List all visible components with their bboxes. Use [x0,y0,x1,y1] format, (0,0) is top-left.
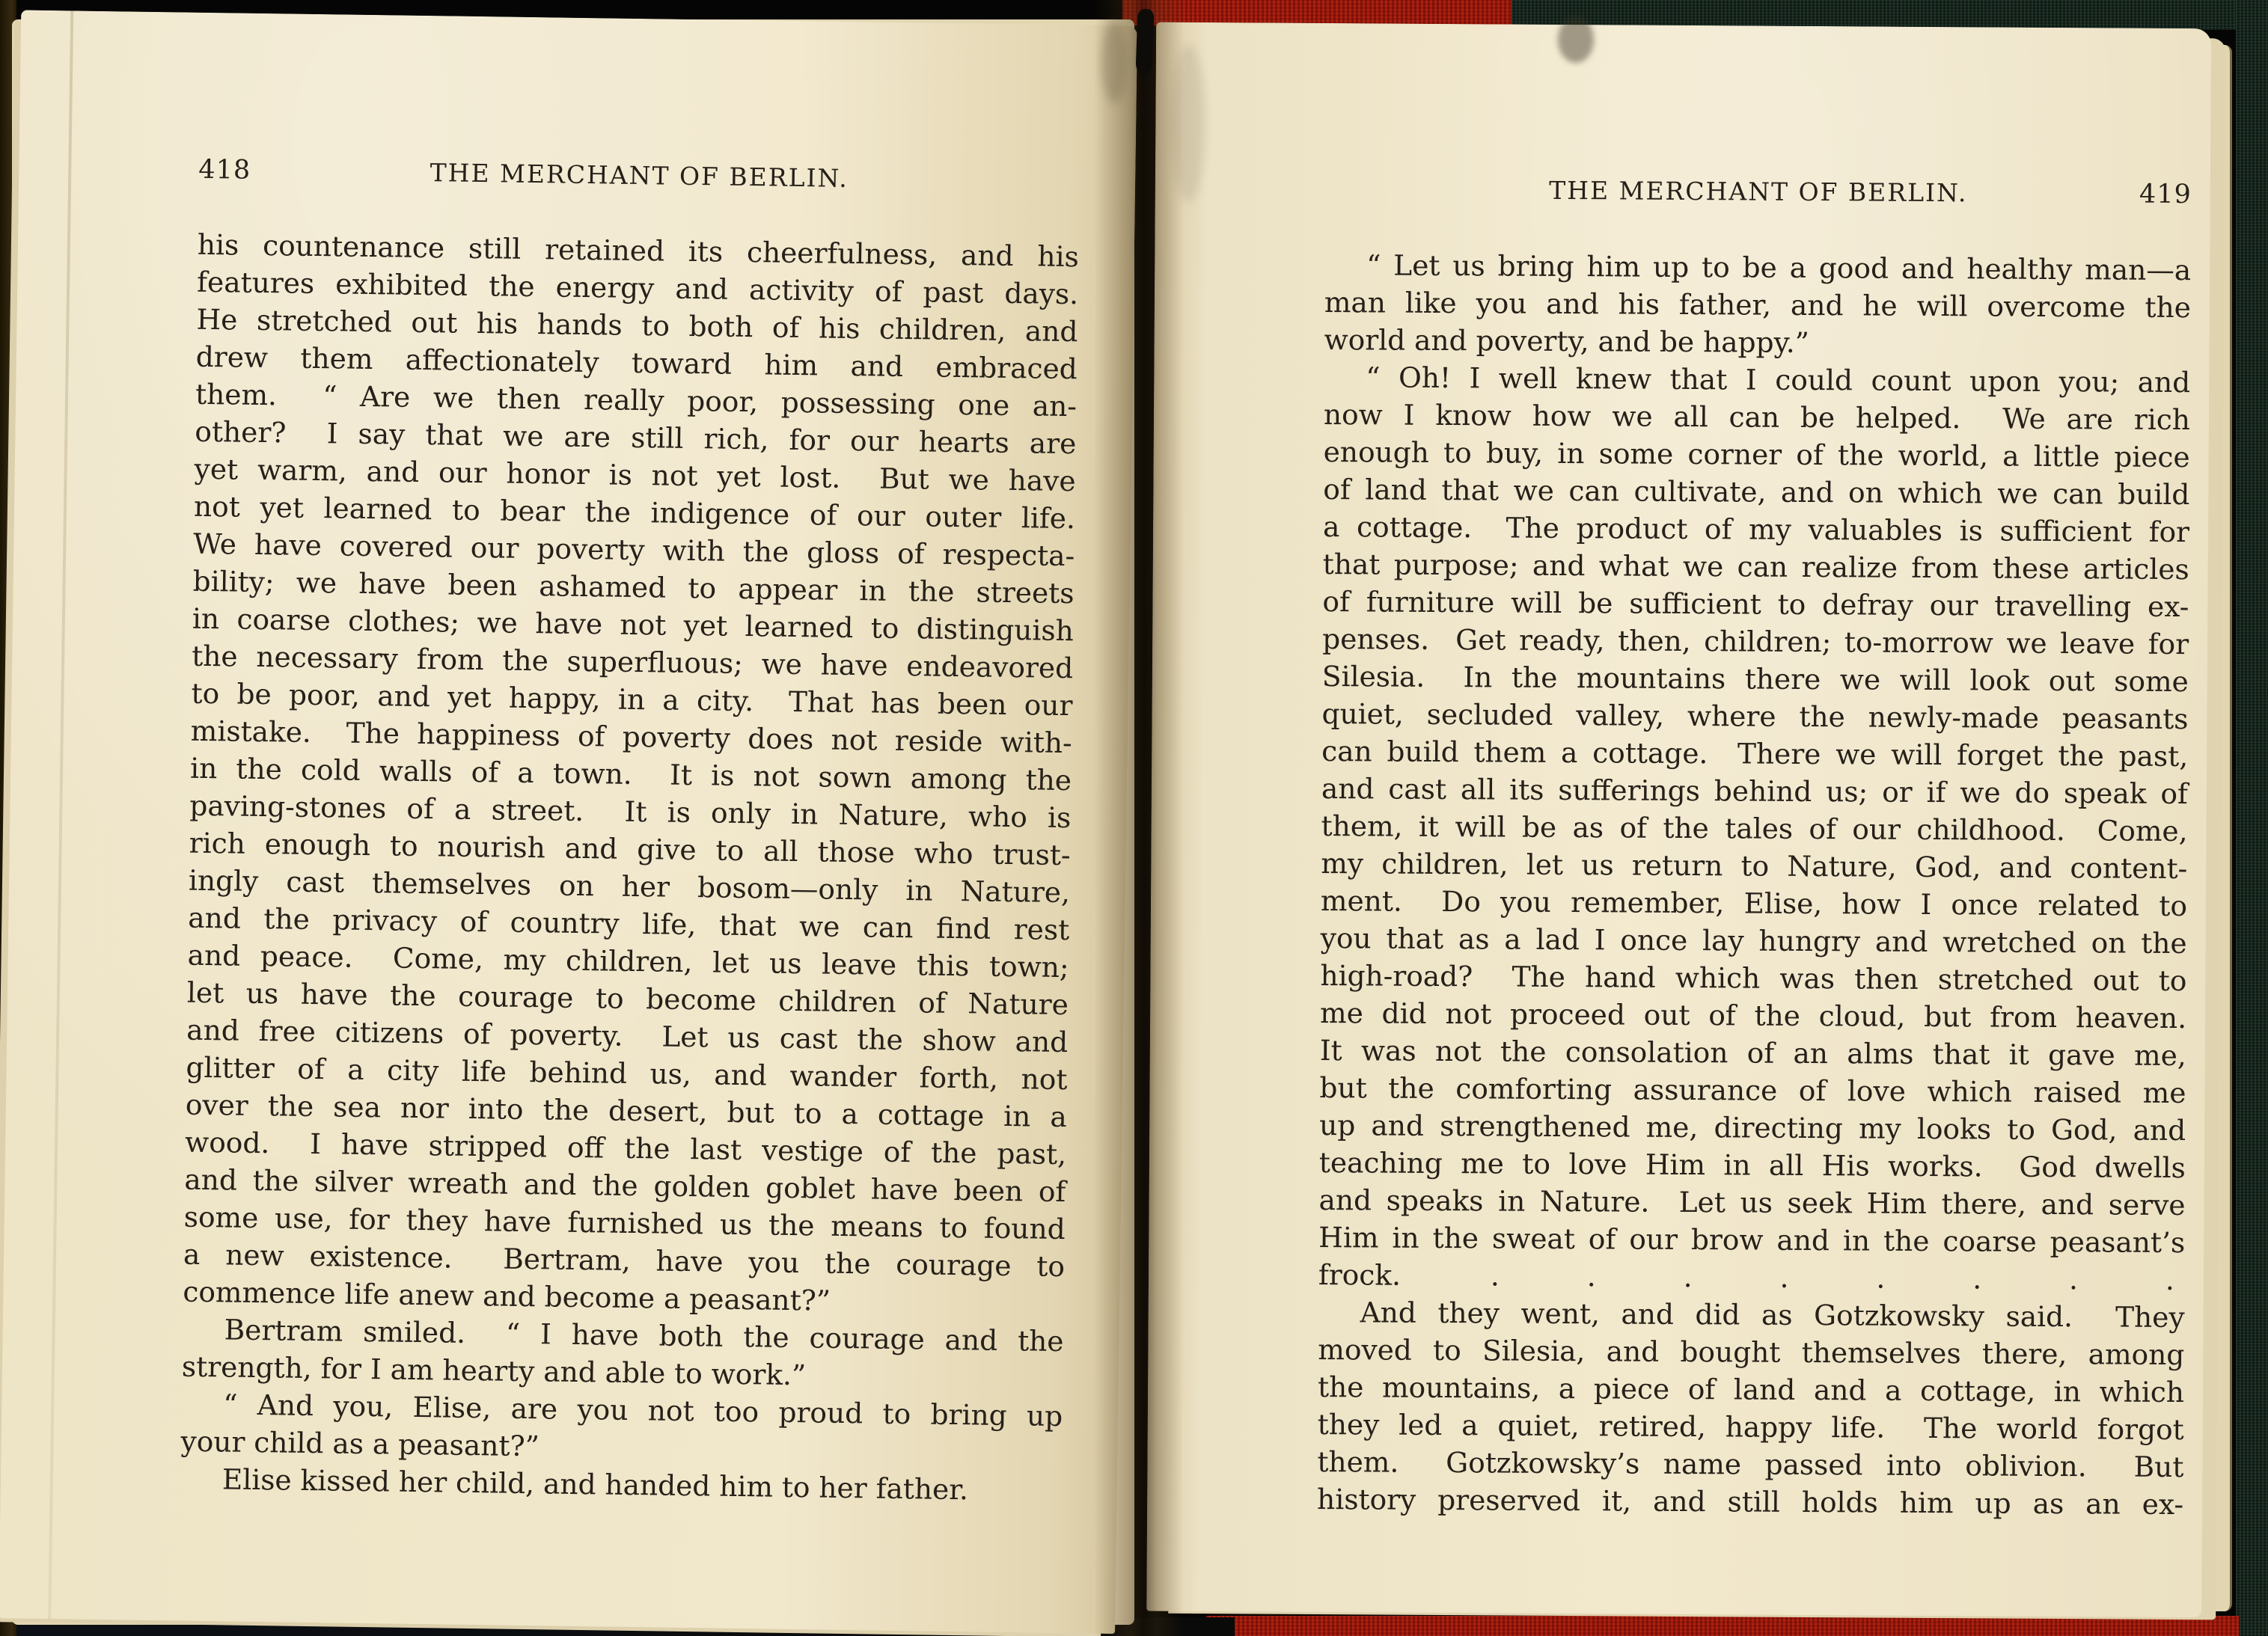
text-line: in coarse clothes; we have not yet learned to distinguish [192,601,1075,648]
text-line: paving-stones of a street. It is only in Nature, who is [189,788,1072,835]
text-line: the mountains, a piece of land and a cottage, in which [1317,1370,2185,1409]
text-line: We have covered our poverty with the gloss of respecta- [193,527,1075,573]
text-line: “ Let us bring him up to be a good and healthy man—a [1366,248,2192,287]
text-line: them. “ Are we then really poor, possessing one an- [195,377,1078,423]
text-line: Bertram smiled. “ I have both the courage and the [224,1313,1064,1358]
text-line: drew them affectionately toward him and embraced [195,340,1078,386]
text-line: It was not the consolation of an alms that it gave me, [1319,1033,2186,1073]
text-line: and the privacy of country life, that we can find rest [188,901,1070,947]
text-line: man like you and his father, and he will overcome the [1324,286,2192,325]
text-line: let us have the courage to become children of Nature [186,975,1069,1022]
text-line: “ And you, Elise, are you not too proud to bring up [222,1388,1063,1433]
text-line: and the silver wreath and the golden goblet have been of [184,1162,1066,1209]
text-line: teaching me to love Him in all His works. God dwells [1318,1145,2186,1185]
text-line: yet warm, and our honor is not yet lost. But we have [194,452,1076,498]
text-line: world and poverty, and be happy.” [1324,323,1810,359]
text-line: your child as a peasant?” [180,1424,540,1463]
text-line: me did not proceed out of the cloud, but from heaven. [1319,996,2187,1035]
text-line: them, it will be as of the tales of our childhood. Come, [1321,809,2188,848]
text-line: He stretched out his hands to both of his children, and [196,302,1078,349]
bookmark-ribbon [1135,9,1154,76]
text-line: over the sea nor into the desert, but to a cottage in a [185,1088,1068,1134]
text-line: that purpose; and what we can realize from these articles [1322,548,2189,586]
book-gutter-shadow [1094,0,1184,1636]
text-line: moved to Silesia, and bought themselves there, among [1318,1332,2185,1372]
ink-smudge [1558,16,1594,63]
text-line: now I know how we all can be helped. We are rich [1323,398,2191,437]
text-line: they led a quiet, retired, happy life. The world forgot [1317,1407,2184,1447]
ink-smudge [1171,45,1205,202]
page-body [1317,246,2191,1523]
text-line: commence life anew and become a peasant?” [183,1275,831,1317]
text-line: and peace. Come, my children, let us leave this town; [187,938,1069,984]
text-line: mistake. The happiness of poverty does not reside with- [190,714,1073,760]
text-line: some use, for they have furnished us the means to found [183,1200,1066,1246]
text-line: in the cold walls of a town. It is not sown among the [189,751,1072,797]
text-line: enough to buy, in some corner of the world, a little piece [1323,435,2190,474]
running-title: THE MERCHANT OF BERLIN. [1549,175,1968,208]
text-line: and free citizens of poverty. Let us cast the show and [186,1013,1069,1059]
text-line: and cast all its sufferings behind us; or if we do speak of [1321,772,2189,811]
text-line: Silesia. In the mountains there we will look out some [1321,660,2189,699]
text-line: “ Oh! I well knew that I could count upon you; and [1366,361,2191,399]
text-line: his countenance still retained its cheerfulness, and his [197,227,1080,274]
text-line: my children, let us return to Nature, God, and content- [1321,847,2188,886]
page-419 [1146,22,2211,1618]
text-line: quiet, secluded valley, where the newly-made peasants [1321,697,2189,736]
text-line: but the comforting assurance of love which raised me [1319,1070,2186,1110]
text-line: strength, for I am hearty and able to work.” [181,1349,807,1392]
green-cloth-cover-right-edge [2236,0,2268,1636]
text-line: up and strengthened me, directing my looks to God, and [1319,1108,2186,1148]
ink-smudge [1101,21,1127,103]
ellipsis-dots: . . . . . . . . [1490,1259,2175,1296]
text-line: a cottage. The product of my valuables is sufficient for [1322,510,2190,549]
running-title: THE MERCHANT OF BERLIN. [430,158,849,193]
page-header [1325,174,2192,209]
text-line: other? I say that we are still rich, for our hearts are [195,414,1077,461]
text-line: high-road? The hand which was then stretched out to [1320,958,2187,998]
text-line: and speaks in Nature. Let us seek Him there, and serve [1318,1183,2186,1222]
text-line: Him in the sweat of our brow and in the coarse peasant’s [1318,1220,2186,1260]
text-line: glitter of a city life behind us, and wander forth, not [186,1050,1068,1097]
text-line: of furniture will be sufficient to defray our travelling ex- [1322,585,2189,624]
page-418 [0,10,1137,1634]
page-number: 419 [2139,179,2192,210]
text-line: And they went, and did as Gotzkowsky said. They [1360,1296,2185,1335]
text-line: the necessary from the superfluous; we have endeavored [191,639,1074,685]
red-cloth-tailband [1206,1616,2239,1636]
text-line: them. Gotzkowsky’s name passed into oblivion. But [1317,1444,2184,1484]
page-body [180,226,1080,1510]
text-line: ingly cast themselves on her bosom—only in Nature, [188,863,1071,910]
page-number: 418 [198,154,251,186]
text-line: a new existence. Bertram, have you the courage to [183,1237,1066,1284]
text-line: of land that we can cultivate, and on which we can build [1323,473,2190,512]
text-line: frock. . . . . . . . . [1318,1256,2185,1299]
text-line: wood. I have stripped off the last vestige of the past, [184,1125,1067,1171]
text-line: can build them a cottage. There we will forget the past, [1321,735,2189,773]
text-line: not yet learned to bear the indigence of our outer life. [193,489,1076,536]
text-line: rich enough to nourish and give to all those who trust- [189,826,1071,872]
text-line: you that as a lad I once lay hungry and wretched on the [1320,921,2187,961]
text-line: bility; we have been ashamed to appear in the streets [192,564,1075,610]
text-line: history preserved it, and still holds him up as an ex- [1316,1482,2184,1522]
text-line: Elise kissed her child, and handed him to her father. [221,1462,969,1507]
text-line: penses. Get ready, then, children; to-morrow we leave for [1322,622,2189,661]
text-line: features exhibited the energy and activity of past days. [196,265,1079,311]
text-line: to be poor, and yet happy, in a city. That has been our [191,676,1073,723]
text-line: ment. Do you remember, Elise, how I once related to [1320,883,2188,923]
page-header [198,155,1080,197]
page-crease [48,10,73,1619]
